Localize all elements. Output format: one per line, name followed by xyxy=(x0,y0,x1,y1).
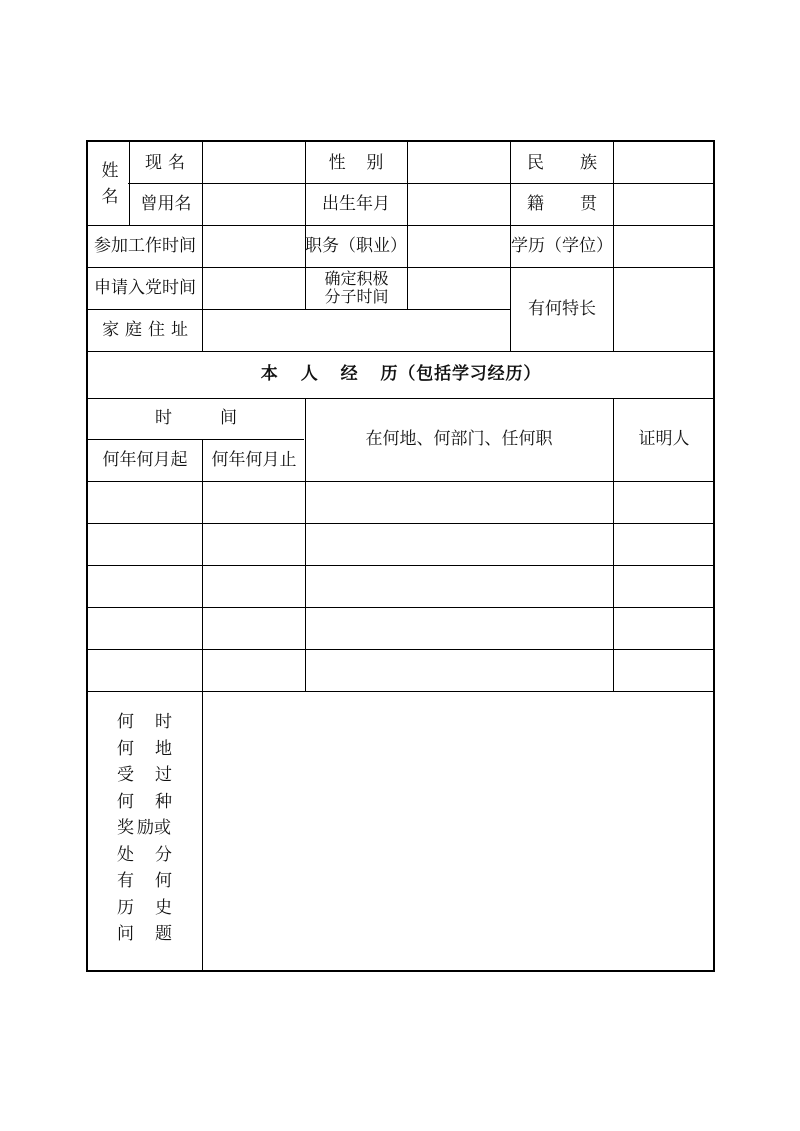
row-divider xyxy=(88,691,715,692)
row-divider xyxy=(88,351,715,352)
activist-time-label-line1: 确定积极 xyxy=(324,269,389,288)
row-divider xyxy=(88,523,715,524)
col-divider xyxy=(407,142,408,310)
col-divider xyxy=(202,439,203,691)
col-divider xyxy=(202,691,203,972)
witness-header: 证明人 xyxy=(638,428,690,449)
native-place-label: 籍 贯 xyxy=(526,193,598,214)
rewards-col1-char: 何 xyxy=(117,738,134,759)
rewards-col-2 xyxy=(137,709,172,948)
activist-time-label xyxy=(306,270,407,306)
col-divider xyxy=(202,142,203,352)
form-table xyxy=(86,140,715,972)
rewards-col2-char: 种 xyxy=(155,791,172,812)
current-name-label: 现名 xyxy=(145,152,191,173)
rewards-col1-char: 受 xyxy=(117,765,134,785)
experience-section-title: 本 人 经 历（包括学习经历） xyxy=(260,363,542,384)
rewards-col2-char: 地 xyxy=(155,738,172,759)
row-divider xyxy=(88,481,715,482)
rewards-col1-char: 何 xyxy=(117,712,134,732)
position-label: 职务（职业） xyxy=(305,235,407,256)
from-header: 何年何月起 xyxy=(102,449,188,470)
row-divider xyxy=(88,309,510,310)
work-start-label: 参加工作时间 xyxy=(94,235,196,256)
row-divider xyxy=(88,649,715,650)
row-divider xyxy=(88,267,715,268)
to-header: 何年何月止 xyxy=(211,449,297,470)
rewards-col2-char: 题 xyxy=(155,924,172,944)
rewards-col1-char: 奖 xyxy=(117,818,134,838)
row-divider xyxy=(88,607,715,608)
rewards-col-1 xyxy=(117,709,134,948)
rewards-col1-char: 何 xyxy=(117,791,134,812)
birth-label: 出生年月 xyxy=(322,193,390,214)
col-divider xyxy=(613,398,614,691)
col-divider xyxy=(305,398,306,691)
specialty-label: 有何特长 xyxy=(528,298,596,319)
time-header: 时 间 xyxy=(155,407,237,428)
row-divider xyxy=(88,439,304,440)
col-divider xyxy=(613,142,614,352)
rewards-col1-char: 处 xyxy=(117,844,134,865)
place-header: 在何地、何部门、任何职 xyxy=(365,428,553,449)
rewards-col2-char: 励或 xyxy=(137,818,171,838)
rewards-col2-char: 分 xyxy=(155,844,172,865)
row-divider xyxy=(88,225,715,226)
education-label: 学历（学位） xyxy=(511,235,613,256)
rewards-col1-char: 问 xyxy=(117,924,134,944)
gender-label: 性 别 xyxy=(328,152,384,173)
row-divider xyxy=(128,183,715,184)
rewards-col2-char: 史 xyxy=(155,897,172,918)
rewards-col2-char: 时 xyxy=(155,712,172,732)
application-time-label: 申请入党时间 xyxy=(94,277,196,298)
name-group-label: 姓名 xyxy=(101,161,119,207)
rewards-col1-char: 有 xyxy=(117,871,134,891)
row-divider xyxy=(88,565,715,566)
address-label: 家庭住址 xyxy=(102,319,194,340)
rewards-col2-char: 过 xyxy=(155,765,172,785)
rewards-col1-char: 历 xyxy=(117,897,134,918)
ethnicity-label: 民 族 xyxy=(526,152,598,173)
rewards-col2-char: 何 xyxy=(155,871,172,891)
row-divider xyxy=(88,398,715,399)
activist-time-label-line2: 分子时间 xyxy=(324,287,389,306)
col-divider xyxy=(129,142,130,226)
former-name-label: 曾用名 xyxy=(140,193,192,214)
